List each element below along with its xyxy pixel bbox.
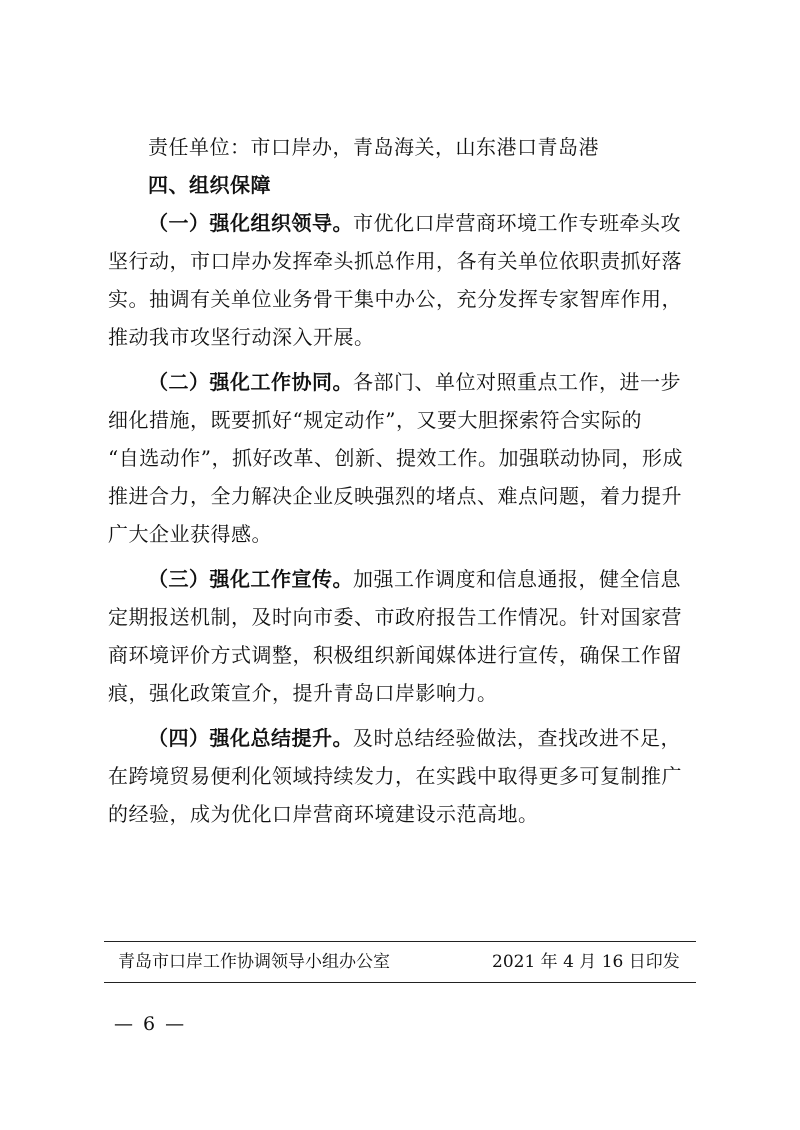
responsibility-line: 责任单位：市口岸办，青岛海关，山东港口青岛港 [148,135,599,159]
paragraph-text: 各部门、单位对照重点工作，进一步 [353,370,681,394]
paragraph-text: 加强工作调度和信息通报，健全信息 [353,567,681,591]
paragraph-line: “自选动作”，抓好改革、创新、提效工作。加强联动协同，形成 [108,446,683,470]
paragraph-text: 及时总结经验做法，查找改进不足， [353,726,681,750]
paragraph-line [108,719,698,757]
section-heading: 四、组织保障 [148,173,271,197]
paragraph-label: （三）强化工作宣传。 [148,567,353,591]
paragraph-line: 细化措施，既要抓好“规定动作”，又要大胆探索符合实际的 [108,408,642,432]
paragraph-2 [108,363,698,553]
paragraph-1 [108,204,698,356]
paragraph-4 [108,719,698,833]
paragraph-line: 痕，强化政策宣介，提升青岛口岸影响力。 [108,681,498,705]
paragraph-line: 实。抽调有关单位业务骨干集中办公，充分发挥专家智库作用， [108,287,682,311]
paragraph-line [108,204,698,242]
paragraph-line: 广大企业获得感。 [108,522,272,546]
paragraph-label: （二）强化工作协同。 [148,370,353,394]
paragraph-line: 推动我市攻坚行动深入开展。 [108,325,375,349]
page-number: — 6 — [114,1013,187,1035]
paragraph-label: （一）强化组织领导。 [148,211,353,235]
paragraph-line: 推进合力，全力解决企业反映强烈的堵点、难点问题，着力提升 [108,484,682,508]
footer-issuer: 青岛市口岸工作协调领导小组办公室 [118,952,390,972]
document-body [108,128,698,833]
paragraph-3 [108,560,698,712]
paragraph-text: 市优化口岸营商环境工作专班牵头攻 [353,211,681,235]
paragraph-line: 在跨境贸易便利化领域持续发力，在实践中取得更多可复制推广 [108,764,682,788]
footer-date: 2021 年 4 月 16 日印发 [492,952,680,972]
footer-top-rule [104,941,696,942]
paragraph-line [108,560,698,598]
footer-bottom-rule [104,982,696,983]
paragraph-line [108,363,698,401]
paragraph-line: 定期报送机制，及时向市委、市政府报告工作情况。针对国家营 [108,605,682,629]
paragraph-line: 坚行动，市口岸办发挥牵头抓总作用，各有关单位依职责抓好落 [108,249,682,273]
paragraph-line: 的经验，成为优化口岸营商环境建设示范高地。 [108,802,539,826]
paragraph-label: （四）强化总结提升。 [148,726,353,750]
paragraph-line: 商环境评价方式调整，积极组织新闻媒体进行宣传，确保工作留 [108,643,682,667]
